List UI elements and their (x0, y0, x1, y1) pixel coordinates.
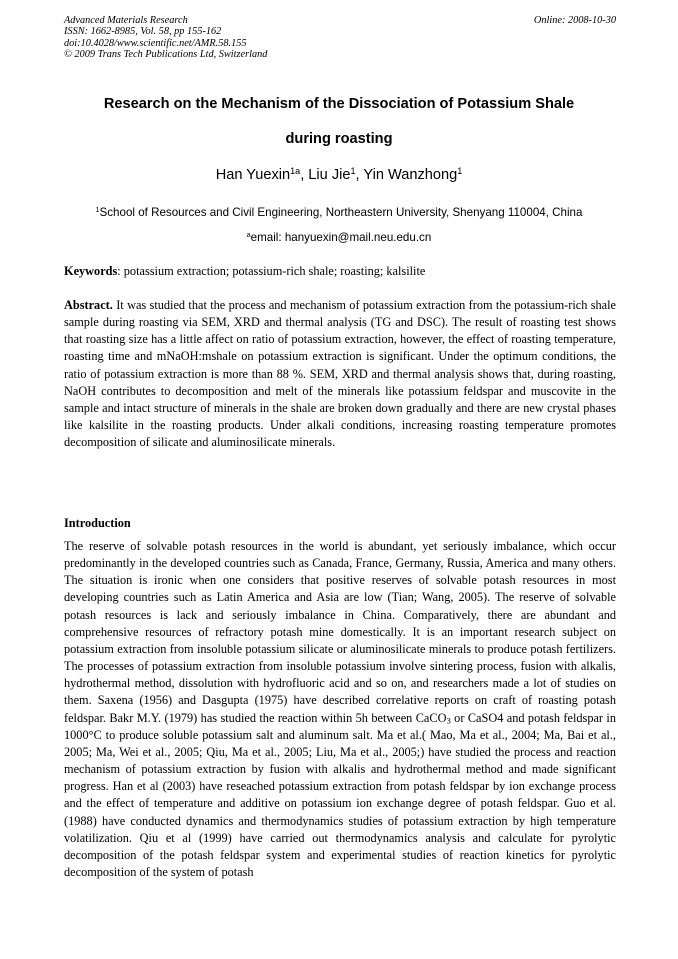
journal-issn: ISSN: 1662-8985, Vol. 58, pp 155-162 (64, 26, 222, 38)
email-mark: a (246, 229, 251, 239)
introduction-heading: Introduction (64, 516, 131, 530)
keywords-label: Keywords (64, 264, 118, 278)
author-3-affiliation-mark: 1 (457, 165, 463, 176)
keywords-text: : potassium extraction; potassium-rich shale; roasting; kalsilite (117, 264, 426, 278)
caco3-subscript: 3 (446, 715, 451, 726)
journal-doi: doi:10.4028/www.scientific.net/AMR.58.155 (64, 37, 247, 49)
abstract-text: It was studied that the process and mechanism of potassium extraction from the potassium-rich shale sample during roasting via SEM, XRD and thermal analysis (TG and DSC). The result of roasting test shows that roasting size has a little affect on ratio of potassium extraction, however, the effect of roasting temperature, roasting time and mNaOH:mshale on potassium extraction is significant. Under the optimum conditions, the ratio of potassium extraction is more than 88 %. SEM, XRD and thermal analysis shows that, during roasting, NaOH contributes to decomposition and melt of the minerals like potassium feldspar and muscovite in the sample and intact structure of minerals in the shale are broken down gradually and there are new crystal phases like kalsilite in the roasting products. Under alkali conditions, increasing roasting temperature promotes decomposition of silicate and aluminosilicate minerals. (64, 298, 616, 450)
affiliation-text: School of Resources and Civil Engineering, Northeastern University, Shenyang 110004, China (99, 206, 583, 219)
journal-name: Advanced Materials Research (64, 15, 188, 26)
author-1-affiliation-mark: 1a (290, 165, 301, 176)
email-text: email: hanyuexin@mail.neu.edu.cn (250, 231, 432, 244)
paper-title (40, 87, 638, 157)
author-list: Han Yuexin$^{1a}$, Liu Jie$^1$, Yin Wanzhong$^1$ (215, 165, 463, 183)
affiliation-mark: 1 (95, 204, 100, 214)
introduction-paragraph (64, 538, 616, 881)
title-line-2: during roasting (285, 131, 393, 147)
author-1-name: Han Yuexin (215, 167, 291, 183)
email-line (30, 225, 648, 250)
online-date: Online: 2008-10-30 (533, 15, 616, 26)
abstract-label: Abstract. (64, 298, 113, 312)
affiliation-block (30, 200, 648, 250)
title-line-1: Research on the Mechanism of the Dissociation of Potassium Shale (103, 96, 575, 112)
author-2-affiliation-mark: 1 (350, 165, 356, 176)
abstract-paragraph (64, 297, 616, 451)
journal-copyright: © 2009 Trans Tech Publications Ltd, Switzerland (64, 49, 268, 61)
author-3-name: Yin Wanzhong (363, 167, 458, 183)
author-2-name: Liu Jie (308, 167, 351, 183)
keywords-paragraph (64, 263, 616, 280)
affiliation-line (30, 200, 648, 225)
introduction-text-part-2: or CaSO4 and potash feldspar in 1000°C to produce soluble potassium salt and aluminum salt. Ma et al.( Mao, Ma et al., 2004; Ma, Bai et al., 2005; Ma, Wei et al., 2005; Qiu, Ma et al., 2005; Liu, Ma et al., 2005;) have studied the process and reaction mechanism of potassium extraction by fusion with alkalis and hydrothermal method and made significant progress. Han et al (2003) have reseached potassium extraction from potash feldspar by ion exchange process and the effect of temperature and additive on potassium ion exchange degree of potash feldspar. Guo et al. (1988) have conducted dynamics and thermodynamics studies of potassium extraction by high temperature volatilization. Qiu et al (1999) have carried out thermodynamics analysis and calculate for pyrolytic decomposition of the potash feldspar system and experimental studies of reaction kinetics for pyrolytic decomposition of the system of potash (64, 710, 616, 879)
journal-header (64, 15, 616, 61)
introduction-text-part-1: The reserve of solvable potash resources in the world is abundant, yet seriously imbalance, which occur predominantly in the developed countries such as Canada, France, Germany, Russia, America and many others. The situation is ironic when one considers that positive reserves of solvable potash resources in most developing countries such as Latin America and Asia are low (Tian; Wang, 2005). The reserve of solvable potash resources is lack and seriously imbalance in China. Comparatively, there are abundant and comprehensive resources of refractory potash mine domestically. It is an important research subject on potassium extraction from insoluble potassium silicate or aluminosilicate minerals to produce potash fertilizers. The processes of potassium extraction from insoluble potassium involve sintering process, fusion with alkalis, hydrothermal method, dissolution with hydrofluoric acid and so on, and researchers made a lot of studies on them. Saxena (1956) and Dasgupta (1975) have described correlative reports on craft of roasting potash feldspar. Bakr M.Y. (1979) has studied the reaction within 5h between CaCO (64, 539, 616, 725)
